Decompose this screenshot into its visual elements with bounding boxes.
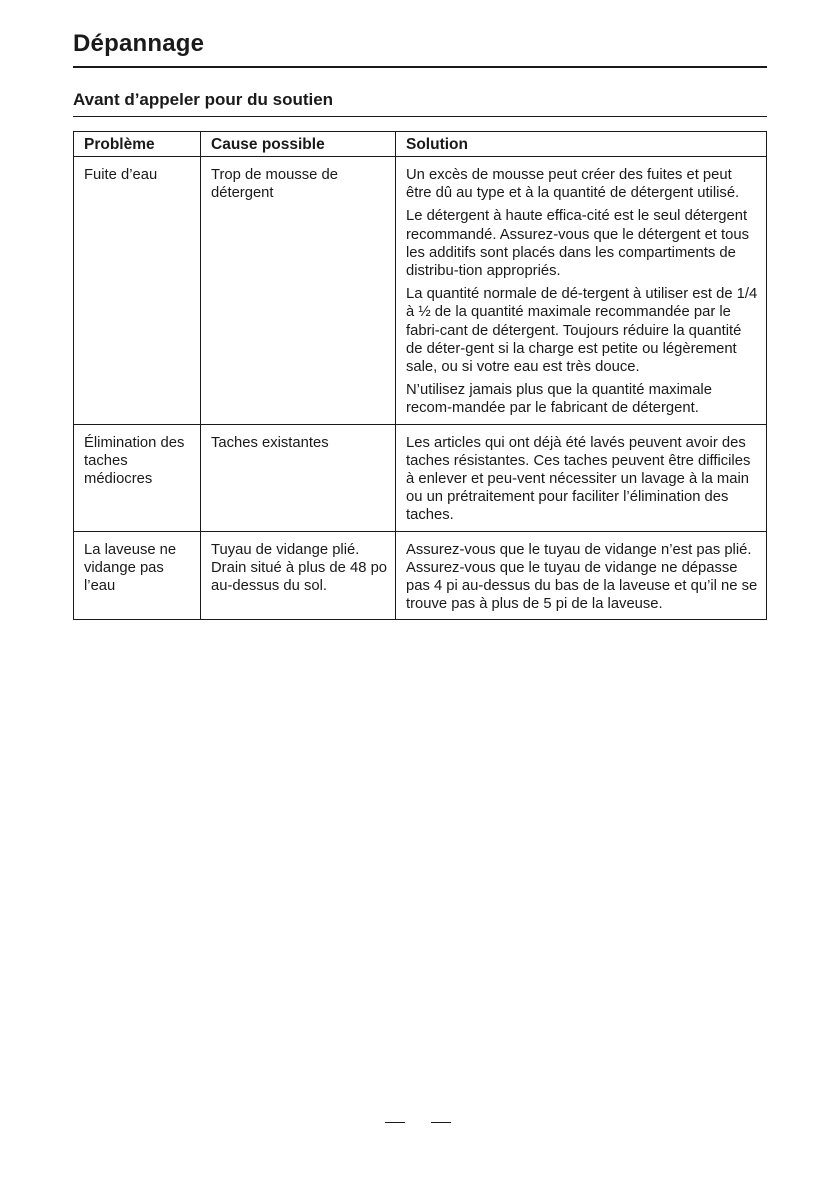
troubleshooting-table <box>73 131 767 620</box>
section-subtitle: Avant d’appeler pour du soutien <box>73 90 334 109</box>
solution-paragraph: N’utilisez jamais plus que la quantité maximale recom-mandée par le fabricant de détergent. <box>406 382 712 417</box>
header-cause: Cause possible <box>201 132 396 157</box>
title-divider <box>73 66 767 68</box>
solution-paragraph: La quantité normale de dé-tergent à utiliser est de 1/4 à ½ de la quantité maximale recommandée par le fabri-cant de détergent. Toujours réduire la quantité de déter-gent si la charge est petite ou légèrement sale, ou si votre eau est très douce. <box>406 286 758 376</box>
subtitle-divider <box>73 116 767 117</box>
cause-cell: Tuyau de vidange plié. Drain situé à plus de 48 po au-dessus du sol. <box>201 531 396 620</box>
page-title: Dépannage <box>73 30 205 57</box>
cause-cell: Trop de mousse de détergent <box>201 157 396 425</box>
problem-cell: Élimination des taches médiocres <box>74 424 201 531</box>
solution-cell <box>396 531 767 620</box>
header-solution: Solution <box>396 132 767 157</box>
table-row <box>74 531 767 620</box>
table-row <box>74 157 767 425</box>
table-row <box>74 424 767 531</box>
solution-cell <box>396 157 767 425</box>
header-problem: Problème <box>74 132 201 157</box>
problem-cell: La laveuse ne vidange pas l’eau <box>74 531 201 620</box>
solution-paragraph: Assurez-vous que le tuyau de vidange n’est pas plié. Assurez-vous que le tuyau de vidange ne dépasse pas 4 pi au-dessus du bas de la laveuse et qu’il ne se trouve pas à plus de 5 pi de la laveuse. <box>406 541 758 613</box>
solution-paragraph: Un excès de mousse peut créer des fuites et peut être dû au type et à la quantité de détergent utilisé. <box>406 167 740 202</box>
cause-cell: Taches existantes <box>201 424 396 531</box>
solution-paragraph: Les articles qui ont déjà été lavés peuvent avoir des taches résistantes. Ces taches peuvent être difficiles à enlever et peu-vent nécessiter un lavage à la main ou un prétraitement pour faciliter l’élimination des taches. <box>406 434 751 524</box>
solution-paragraph: Le détergent à haute effica-cité est le seul détergent recommandé. Assurez-vous que le détergent et tous les additifs sont placés dans les compartiments de distribu-tion appropriés. <box>406 208 749 280</box>
page-number-dash <box>385 1122 405 1123</box>
page-number-marks <box>385 1122 451 1123</box>
solution-cell <box>396 424 767 531</box>
table-header-row <box>74 132 767 157</box>
page-number-dash <box>431 1122 451 1123</box>
problem-cell: Fuite d’eau <box>74 157 201 425</box>
